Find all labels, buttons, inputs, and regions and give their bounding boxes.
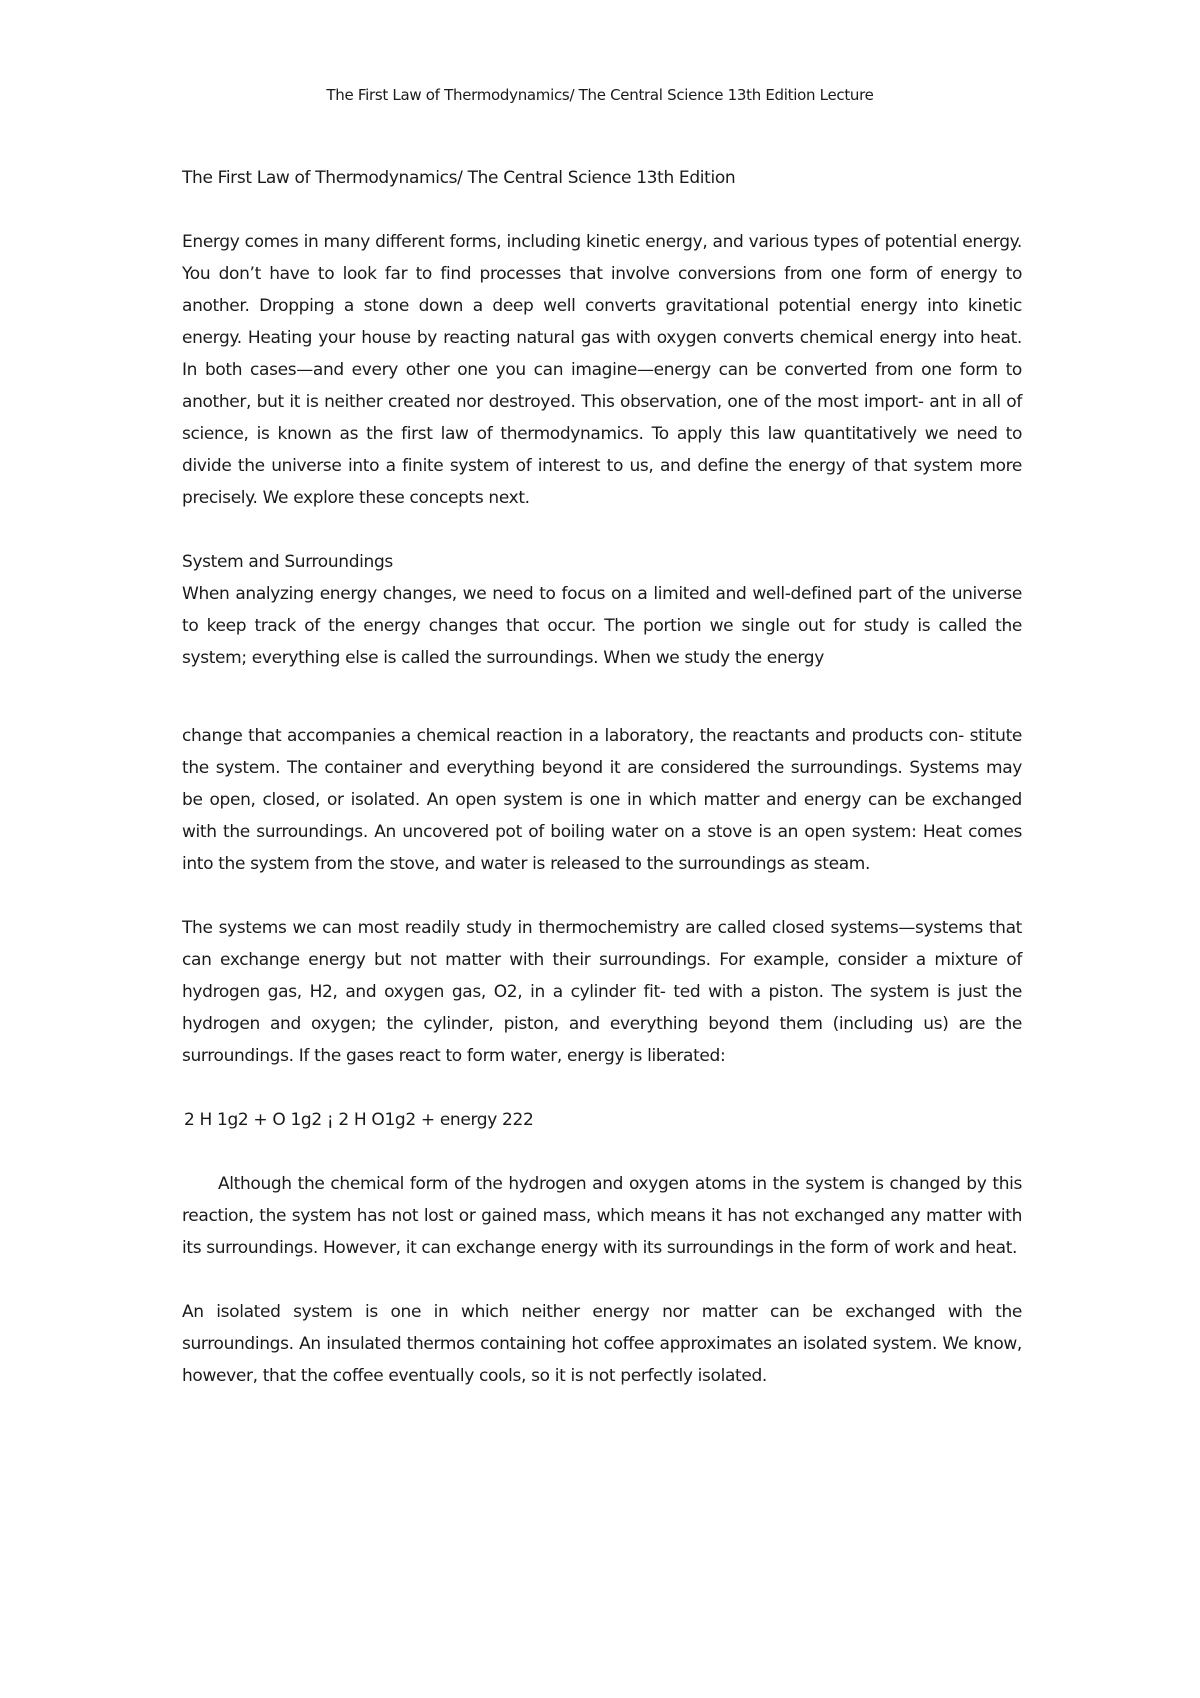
document-body	[182, 162, 1022, 1392]
paragraph-open-system: change that accompanies a chemical reaction in a laboratory, the reactants and products con- stitute the system. The container and everything beyond it are considered the surroundings. Systems may be open, closed, or isolated. An open system is one in which matter and energy can be exchanged with the surroundings. An uncovered pot of boiling water on a stove is an open system: Heat comes into the system from the stove, and water is released to the surroundings as steam.	[182, 726, 1022, 874]
paragraph-intro: Energy comes in many different forms, including kinetic energy, and various types of potential energy. You don’t have to look far to find processes that involve conversions from one form of energy to another. Dropping a stone down a deep well converts gravitational potential energy into kinetic energy. Heating your house by reacting natural gas with oxygen converts chemical energy into heat. In both cases—and every other one you can imagine—energy can be converted from one form to another, but it is neither created nor destroyed. This observation, one of the most import- ant in all of science, is known as the first law of thermodynamics. To apply this law quantitatively we need to divide the universe into a finite system of interest to us, and define the energy of that system more precisely. We explore these concepts next.	[182, 232, 1022, 508]
chemical-equation: 2 H 1g2 + O 1g2 ¡ 2 H O1g2 + energy 222	[184, 1110, 534, 1130]
paragraph-mass: Although the chemical form of the hydrogen and oxygen atoms in the system is changed by this reaction, the system has not lost or gained mass, which means it has not exchanged any matter with its surroundings. However, it can exchange energy with its surroundings in the form of work and heat.	[182, 1174, 1022, 1258]
section-heading-system: System and Surroundings	[182, 552, 393, 572]
running-header: The First Law of Thermodynamics/ The Central Science 13th Edition Lecture	[326, 86, 874, 104]
paragraph-isolated-system: An isolated system is one in which neither energy nor matter can be exchanged with the surroundings. An insulated thermos containing hot coffee approximates an isolated system. We know, however, that the coffee eventually cools, so it is not perfectly isolated.	[182, 1302, 1022, 1386]
document-title: The First Law of Thermodynamics/ The Central Science 13th Edition	[182, 168, 736, 188]
paragraph-system: When analyzing energy changes, we need to focus on a limited and well-defined part of the universe to keep track of the energy changes that occur. The portion we single out for study is called the system; everything else is called the surroundings. When we study the energy	[182, 584, 1022, 668]
paragraph-closed-system: The systems we can most readily study in thermochemistry are called closed systems—systems that can exchange energy but not matter with their surroundings. For example, consider a mixture of hydrogen gas, H2, and oxygen gas, O2, in a cylinder fit- ted with a piston. The system is just the hydrogen and oxygen; the cylinder, piston, and everything beyond them (including us) are the surroundings. If the gases react to form water, energy is liberated:	[182, 918, 1022, 1066]
